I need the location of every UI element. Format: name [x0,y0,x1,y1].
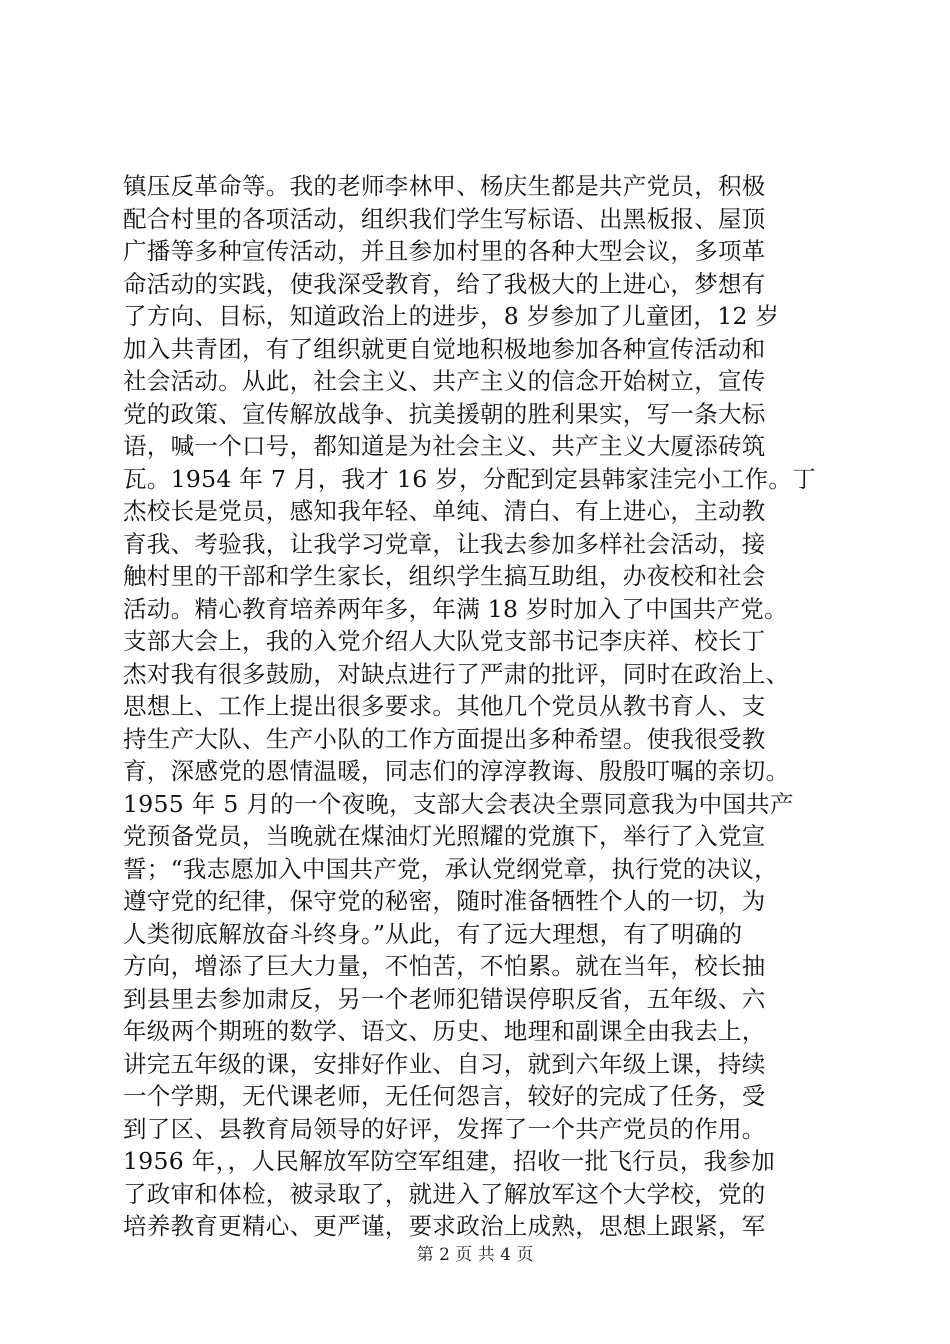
text-line: 年级两个期班的数学、语文、历史、地理和副课全由我去上， [123,1017,766,1045]
text-line: 了方向、目标，知道政治上的进步，8 岁参加了儿童团，12 岁 [123,302,780,330]
text-line: 党的政策、宣传解放战争、抗美援朝的胜利果实，写一条大标 [123,399,766,428]
text-line: 杰校长是党员，感知我年轻、单纯、清白、有上进心，主动教 [123,497,766,525]
text-line: 党预备党员，当晚就在煤油灯光照耀的党旗下，举行了入党宣 [123,822,766,850]
text-line: 1956 年，，人民解放军防空军组建，招收一批飞行员，我参加 [123,1147,776,1175]
text-line: 广播等多种宣传活动，并且参加村里的各种大型会议，多项革 [123,237,766,265]
text-line: 加入共青团，有了组织就更自觉地积极地参加各种宣传活动和 [123,334,766,363]
text-line: 支部大会上，我的入党介绍人大队党支部书记李庆祥、校长丁 [123,627,766,655]
text-line: 命活动的实践，使我深受教育，给了我极大的上进心，梦想有 [123,269,766,298]
text-line: 人类彻底解放奋斗终身。”从此，有了远大理想，有了明确的 [123,919,743,948]
text-line: 到县里去参加肃反，另一个老师犯错误停职反省，五年级、六 [123,984,766,1013]
text-line: 配合村里的各项活动，组织我们学生写标语、出黑板报、屋顶 [123,204,766,233]
text-line: 方向，增添了巨大力量，不怕苦，不怕累。就在当年，校长抽 [123,952,766,980]
text-line: 了政审和体检，被录取了，就进入了解放军这个大学校，党的 [123,1179,766,1208]
text-line: 育我、考验我，让我学习党章，让我去参加多样社会活动，接 [123,529,766,558]
text-line: 讲完五年级的课，安排好作业、自习，就到六年级上课，持续 [123,1049,766,1078]
text-line: 活动。精心教育培养两年多，年满 18 岁时加入了中国共产党。 [123,594,788,623]
text-line: 杰对我有很多鼓励，对缺点进行了严肃的批评，同时在政治上、 [123,659,790,688]
page-footer: 第 2 页 共 4 页 [416,1245,534,1265]
body-text [123,170,833,1243]
text-line: 思想上、工作上提出很多要求。其他几个党员从教书育人、支 [123,692,766,720]
text-line: 一个学期，无代课老师，无任何怨言，较好的完成了任务，受 [123,1082,766,1110]
text-line: 1955 年 5 月的一个夜晚，支部大会表决全票同意我为中国共产 [123,789,794,818]
text-line: 育，深感党的恩情温暖，同志们的淳淳教诲、殷殷叮嘱的亲切。 [123,757,790,785]
text-line: 社会活动。从此，社会主义、共产主义的信念开始树立，宣传 [123,367,766,395]
text-line: 镇压反革命等。我的老师李林甲、杨庆生都是共产党员，积极 [123,172,766,200]
text-line: 语，喊一个口号，都知道是为社会主义、共产主义大厦添砖筑 [123,432,766,460]
text-line: 触村里的干部和学生家长，组织学生搞互助组，办夜校和社会 [123,562,766,590]
text-line: 持生产大队、生产小队的工作方面提出多种希望。使我很受教 [123,724,766,753]
text-line: 瓦。1954 年 7 月，我才 16 岁，分配到定县韩家洼完小工作。丁 [123,464,817,493]
text-line: 培养教育更精心、更严谨，要求政治上成熟，思想上跟紧，军 [123,1212,766,1240]
text-line: 誓；“我志愿加入中国共产党，承认党纲党章，执行党的决议， [123,854,778,883]
text-line: 到了区、县教育局领导的好评，发挥了一个共产党员的作用。 [123,1114,766,1143]
text-line: 遵守党的纪律，保守党的秘密，随时准备牺牲个人的一切，为 [123,887,766,915]
